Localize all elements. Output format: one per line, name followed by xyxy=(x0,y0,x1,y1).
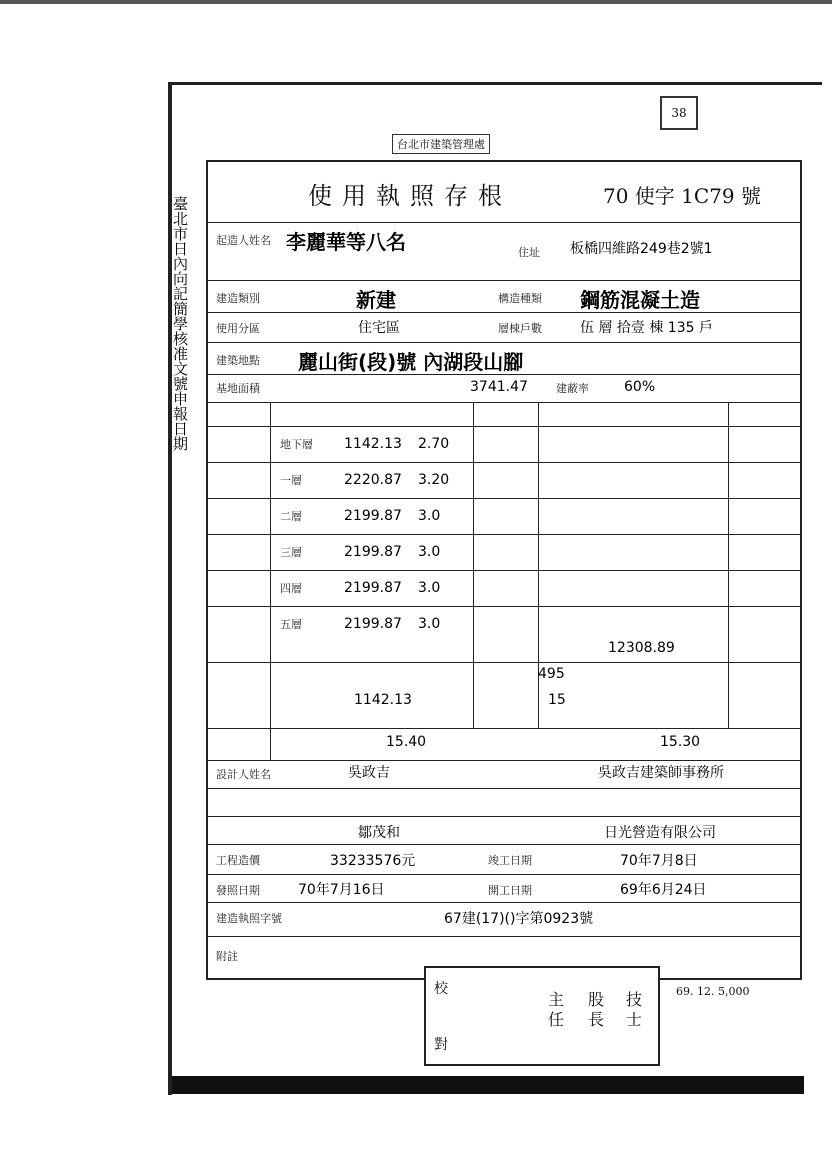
zone-value: 住宅區 xyxy=(358,320,400,336)
floor-area: 2199.87 xyxy=(344,508,402,524)
total-area: 12308.89 xyxy=(608,640,675,656)
issue-label: 發照日期 xyxy=(216,884,260,897)
site-label: 建築地點 xyxy=(216,354,260,367)
footer-label-1: 對 xyxy=(434,1037,448,1053)
footer-label-4: 技士 xyxy=(626,990,643,1029)
print-code: 69. 12. 5,000 xyxy=(676,985,750,998)
floor-row-line xyxy=(208,570,800,571)
approval-box xyxy=(424,966,660,1066)
floor-floor: 二層 xyxy=(280,510,302,523)
floor-row-line xyxy=(208,606,800,607)
permit-ref-label: 建造執照字號 xyxy=(216,912,282,925)
side-note: 臺北市日內向記簡學核准文號申報日期 xyxy=(171,196,189,451)
office-value: 吳政吉建築師事務所 xyxy=(598,765,724,781)
designer-value: 吳政吉 xyxy=(348,765,390,781)
floor-floor: 地下層 xyxy=(280,438,313,451)
floor-floor: 一層 xyxy=(280,474,302,487)
top-stamp: 台北市建築管理處 xyxy=(392,134,490,154)
floor-row-line xyxy=(208,534,800,535)
start-label: 開工日期 xyxy=(488,884,532,897)
floor-row-line xyxy=(208,462,800,463)
site-value: 麗山街(段)號 內湖段山腳 xyxy=(298,350,524,374)
parking-indoor: 495 xyxy=(538,666,565,682)
parking-outdoor: 15 xyxy=(548,692,566,708)
start-value: 69年6月24日 xyxy=(620,882,707,898)
zone-label: 使用分區 xyxy=(216,322,260,335)
scan-bottom-bar xyxy=(172,1076,804,1094)
eave-height: 15.40 xyxy=(386,734,427,750)
permit-ref-value: 67建(17)()字第0923號 xyxy=(444,911,594,927)
floors-value: 伍 層 拾壹 棟 135 戶 xyxy=(580,320,713,336)
footer-label-0: 校 xyxy=(434,981,448,997)
contractor-value: 鄒茂和 xyxy=(358,825,400,841)
floor-height: 3.0 xyxy=(418,508,441,524)
structure-label: 構造種類 xyxy=(498,292,542,305)
floor-area: 2199.87 xyxy=(344,616,402,632)
floor-row-line xyxy=(208,498,800,499)
permit-form xyxy=(206,160,802,980)
floor-height: 3.0 xyxy=(418,544,441,560)
land-value: 3741.47 xyxy=(470,379,528,395)
corner-stamp: 38 xyxy=(660,96,698,130)
completion-value: 70年7月8日 xyxy=(620,853,698,869)
address-label: 住址 xyxy=(518,246,540,259)
issue-value: 70年7月16日 xyxy=(298,882,385,898)
permit-number: 70 使字 1C79 號 xyxy=(603,184,761,208)
floor-floor: 四層 xyxy=(280,582,302,595)
floor-height: 3.20 xyxy=(418,472,450,488)
land-label: 基地面積 xyxy=(216,382,260,395)
builder-label: 起造人姓名 xyxy=(216,234,271,247)
floor-area: 2220.87 xyxy=(344,472,402,488)
floor-floor: 三層 xyxy=(280,546,302,559)
floor-area: 2199.87 xyxy=(344,544,402,560)
basement-area: 1142.13 xyxy=(354,692,412,708)
floor-height: 3.0 xyxy=(418,580,441,596)
footer-label-2: 主任 xyxy=(548,990,565,1029)
company-value: 日光營造有限公司 xyxy=(604,825,716,841)
scan-edge xyxy=(0,0,832,4)
address-value: 板橋四維路249巷2號1 xyxy=(570,241,713,257)
ratio-label: 建蔽率 xyxy=(556,382,589,395)
use-label: 建造類別 xyxy=(216,292,260,305)
builder-value: 李麗華等八名 xyxy=(286,230,406,254)
building-height: 15.30 xyxy=(660,734,701,750)
cost-value: 33233576元 xyxy=(330,853,416,869)
completion-label: 竣工日期 xyxy=(488,854,532,867)
designer-label: 設計人姓名 xyxy=(216,768,271,781)
floor-height: 3.0 xyxy=(418,616,441,632)
cost-label: 工程造價 xyxy=(216,854,260,867)
floor-row-line xyxy=(208,426,800,427)
footer-label-3: 股長 xyxy=(588,990,605,1029)
form-title: 使用執照存根 xyxy=(308,182,512,210)
floor-area: 1142.13 xyxy=(344,436,402,452)
floor-floor: 五層 xyxy=(280,618,302,631)
floor-height: 2.70 xyxy=(418,436,450,452)
floor-area: 2199.87 xyxy=(344,580,402,596)
structure-value: 鋼筋混凝土造 xyxy=(580,288,700,312)
remarks-label: 附註 xyxy=(216,950,238,963)
use-value: 新建 xyxy=(356,288,396,312)
floors-label: 層棟戶數 xyxy=(498,322,542,335)
ratio-value: 60% xyxy=(624,379,656,395)
